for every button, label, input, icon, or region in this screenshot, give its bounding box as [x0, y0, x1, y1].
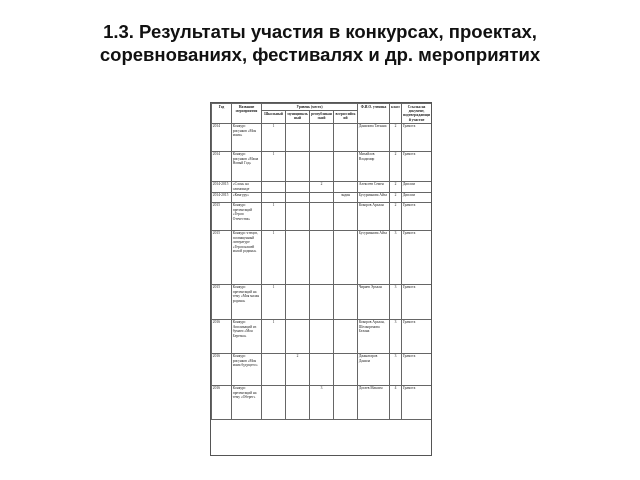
cell-municipal: 2 — [286, 353, 310, 385]
cell-doc: Грамота — [402, 202, 432, 230]
cell-russia — [334, 284, 358, 319]
header-level: Уровень (место) — [262, 104, 358, 111]
table-row — [212, 192, 432, 202]
cell-year: 2016 — [212, 385, 232, 419]
cell-fio: Бусурманова Айза — [358, 192, 390, 202]
cell-year: 2016 — [212, 353, 232, 385]
table-row — [212, 319, 432, 353]
cell-school: 1 — [262, 151, 286, 181]
cell-name: Конкурс Аппликаций из бумаги «Моя Березка» — [232, 319, 262, 353]
cell-year: 2014 — [212, 123, 232, 151]
cell-year: 2016 — [212, 319, 232, 353]
cell-municipal — [286, 181, 310, 192]
header-class: класс — [390, 104, 402, 124]
cell-school: 1 — [262, 123, 286, 151]
cell-name: Конкурс презентаций на тему «Моя малая родина» — [232, 284, 262, 319]
table-body — [212, 123, 432, 419]
cell-fio: Алексеев Семен — [358, 181, 390, 192]
cell-municipal — [286, 319, 310, 353]
cell-class: 3 — [390, 230, 402, 284]
cell-class: 2 — [390, 151, 402, 181]
cell-class: 2 — [390, 202, 402, 230]
cell-class: 2 — [390, 123, 402, 151]
cell-russia — [334, 123, 358, 151]
cell-name: «Кенгуру» — [232, 192, 262, 202]
table-row — [212, 151, 432, 181]
cell-republic — [310, 202, 334, 230]
header-fio: Ф.И.О. ученика — [358, 104, 390, 124]
cell-year: 2015 — [212, 202, 232, 230]
cell-name: Конкурс рисунков «Мама Новый Год» — [232, 151, 262, 181]
table-row — [212, 181, 432, 192]
cell-doc: Грамота — [402, 151, 432, 181]
cell-class: 3 — [390, 319, 402, 353]
header-russia: всероссийский — [334, 111, 358, 123]
cell-school — [262, 353, 286, 385]
cell-name: Конкурс презентаций на тему «Оберег» — [232, 385, 262, 419]
cell-russia — [334, 151, 358, 181]
table-row — [212, 385, 432, 419]
table-row — [212, 284, 432, 319]
cell-school: 1 — [262, 284, 286, 319]
cell-school: 1 — [262, 319, 286, 353]
cell-republic — [310, 123, 334, 151]
cell-school — [262, 192, 286, 202]
cell-fio: Данилова Татьяна — [358, 123, 390, 151]
cell-municipal — [286, 192, 310, 202]
cell-doc: Грамота — [402, 284, 432, 319]
cell-municipal — [286, 385, 310, 419]
cell-russia: эндин — [334, 192, 358, 202]
table-row — [212, 202, 432, 230]
cell-year: 2014-2015 — [212, 192, 232, 202]
cell-russia — [334, 202, 358, 230]
cell-municipal — [286, 230, 310, 284]
header-year: Год — [212, 104, 232, 124]
cell-name: Конкурс рисунков «Моя мама будущего» — [232, 353, 262, 385]
cell-fio: Бусурманова Айза — [358, 230, 390, 284]
cell-class: 2 — [390, 192, 402, 202]
cell-fio: Михайлов Владимир — [358, 151, 390, 181]
cell-year: 2014 — [212, 151, 232, 181]
table-header-row — [212, 104, 432, 111]
scanned-document — [210, 102, 432, 456]
cell-republic — [310, 319, 334, 353]
header-name: Название мероприятия — [232, 104, 262, 124]
cell-municipal — [286, 151, 310, 181]
cell-russia — [334, 230, 358, 284]
cell-class: 3 — [390, 284, 402, 319]
header-school: Школьный — [262, 111, 286, 123]
cell-fio: Джанатаров Данила — [358, 353, 390, 385]
cell-doc: Грамота — [402, 230, 432, 284]
cell-doc: Грамота — [402, 353, 432, 385]
cell-year: 2014-2015 — [212, 181, 232, 192]
cell-municipal — [286, 284, 310, 319]
cell-russia — [334, 385, 358, 419]
cell-russia — [334, 353, 358, 385]
table-row — [212, 123, 432, 151]
cell-republic — [310, 192, 334, 202]
cell-class: 3 — [390, 353, 402, 385]
cell-republic — [310, 151, 334, 181]
cell-municipal — [286, 202, 310, 230]
header-municipal: муниципальный — [286, 111, 310, 123]
cell-name: Конкурс рисунков «Моя мама» — [232, 123, 262, 151]
cell-fio: Кокоров Архаан, Шелкоренова Белана — [358, 319, 390, 353]
cell-republic — [310, 284, 334, 319]
cell-school: 1 — [262, 202, 286, 230]
cell-fio: Догаев Максим — [358, 385, 390, 419]
cell-republic — [310, 230, 334, 284]
slide-title: 1.3. Результаты участия в конкурсах, проектах, соревнованиях, фестивалях и др. мероприятих — [99, 21, 541, 65]
cell-class: 4 — [390, 385, 402, 419]
cell-doc: Диплом — [402, 181, 432, 192]
header-republic: республиканский — [310, 111, 334, 123]
cell-republic: 2 — [310, 181, 334, 192]
cell-year: 2015 — [212, 284, 232, 319]
table-row — [212, 353, 432, 385]
cell-school: 1 — [262, 230, 286, 284]
cell-year: 2015 — [212, 230, 232, 284]
header-doc: Ссылка на документ, подтверждающий участие — [403, 104, 430, 122]
cell-doc: Грамота — [402, 385, 432, 419]
cell-doc: Грамота — [402, 319, 432, 353]
cell-republic — [310, 353, 334, 385]
cell-russia — [334, 319, 358, 353]
cell-doc: Диплом — [402, 192, 432, 202]
cell-republic: 3 — [310, 385, 334, 419]
cell-name: Конкурс презентаций «Герои Отечества» — [232, 202, 262, 230]
cell-municipal — [286, 123, 310, 151]
cell-name: «Слон» на олимпиаде — [232, 181, 262, 192]
cell-doc: Грамота — [402, 123, 432, 151]
cell-russia — [334, 181, 358, 192]
results-table — [211, 103, 432, 420]
cell-fio: Чиряев Эрхаан — [358, 284, 390, 319]
cell-fio: Кокоров Архаан — [358, 202, 390, 230]
cell-school — [262, 181, 286, 192]
cell-school — [262, 385, 286, 419]
cell-class: 2 — [390, 181, 402, 192]
cell-name: Конкурс чтецов, посвященный литературе «Герои нашей малой родины» — [232, 230, 262, 284]
table-row — [212, 230, 432, 284]
